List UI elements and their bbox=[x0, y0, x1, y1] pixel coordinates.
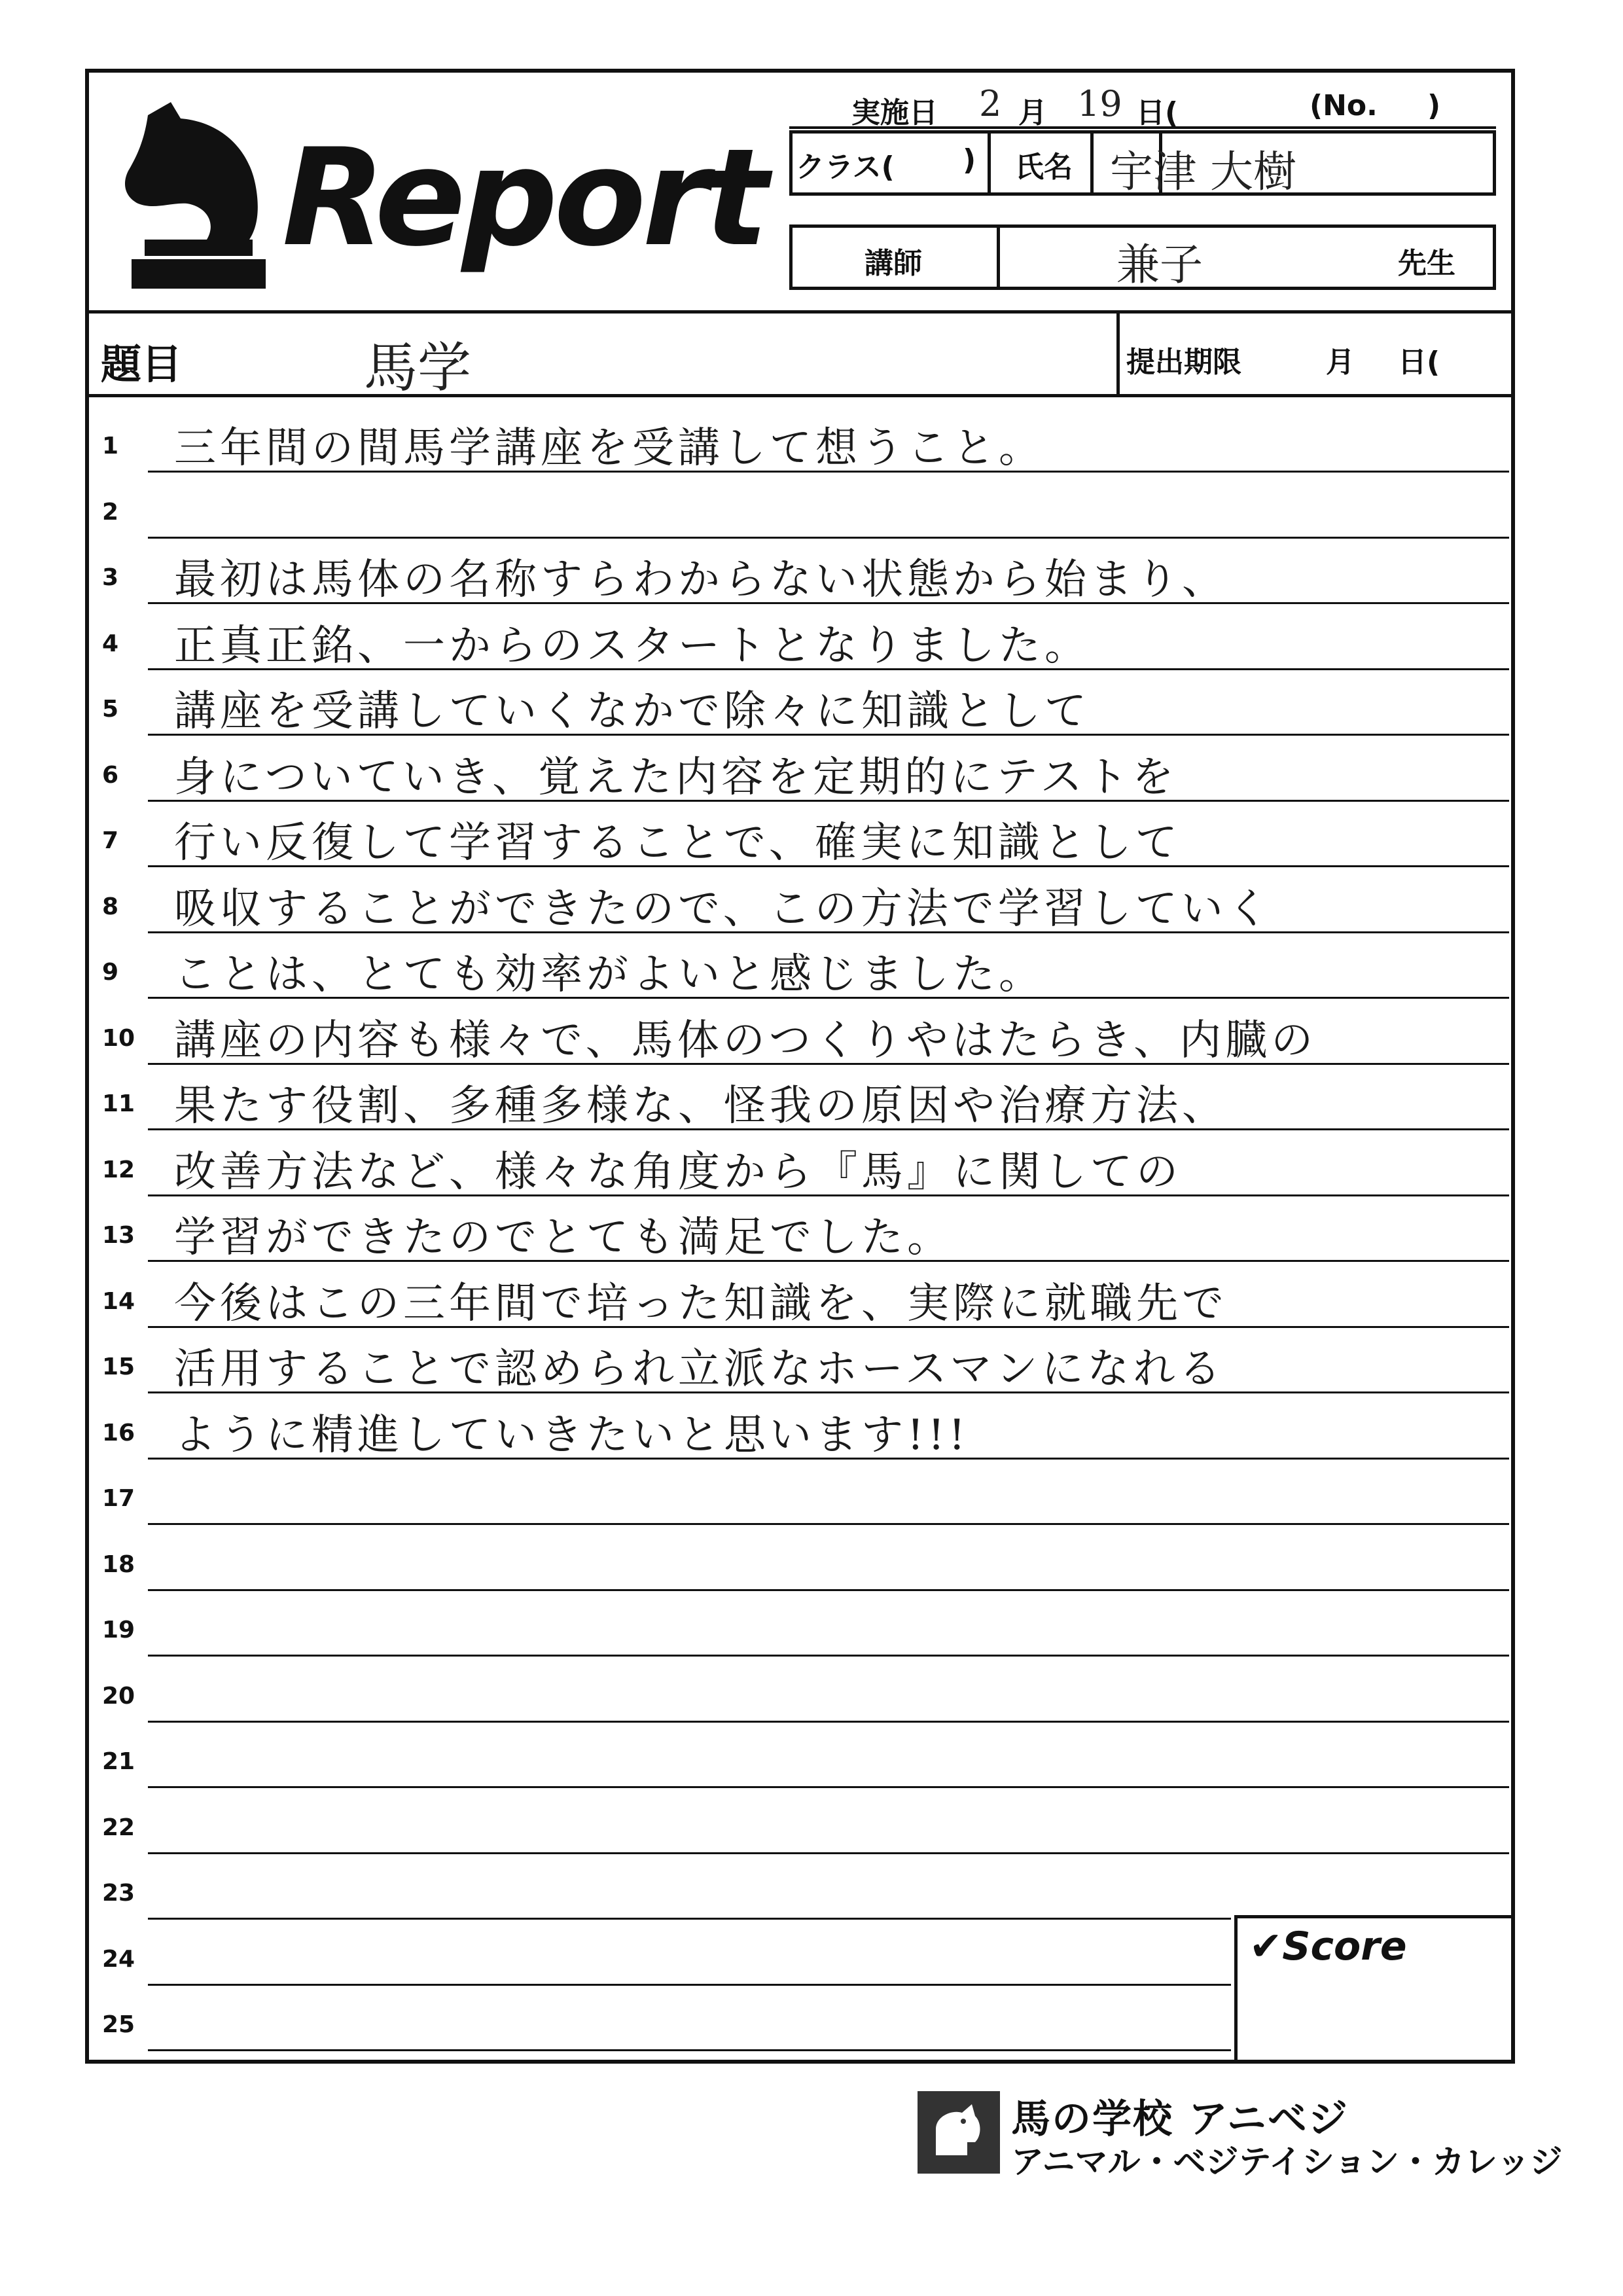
deadline-month-label: 月 bbox=[1326, 346, 1355, 379]
school-horse-logo-icon bbox=[916, 2090, 1001, 2175]
knight-chess-icon bbox=[109, 99, 279, 295]
ruled-line bbox=[148, 1128, 1509, 1130]
line-number: 15 bbox=[102, 1354, 135, 1380]
ruled-line bbox=[148, 1260, 1509, 1262]
ruled-line bbox=[148, 1918, 1231, 1920]
score-box bbox=[1234, 1915, 1515, 2064]
report-title: Report bbox=[282, 120, 765, 276]
ruled-line bbox=[148, 931, 1509, 933]
line-number: 9 bbox=[102, 959, 119, 986]
line-number: 10 bbox=[102, 1024, 135, 1052]
ruled-line bbox=[148, 537, 1509, 539]
line-number: 16 bbox=[102, 1419, 135, 1446]
ruled-line bbox=[148, 1589, 1509, 1591]
ruled-line bbox=[148, 2049, 1231, 2051]
line-number: 23 bbox=[102, 1880, 135, 1907]
line-number: 17 bbox=[102, 1485, 135, 1512]
ruled-line bbox=[148, 668, 1509, 670]
handwritten-line: ことは、とても効率がよいと感じました。 bbox=[174, 950, 1044, 999]
handwritten-line: 講座の内容も様々で、馬体のつくりやはたらき、内臓の bbox=[174, 1016, 1317, 1065]
handwritten-line: 最初は馬体の名称すらわからない状態から始まり、 bbox=[174, 556, 1228, 604]
line-number: 4 bbox=[102, 630, 119, 657]
topic-row bbox=[89, 314, 1511, 397]
handwritten-line: 今後はこの三年間で培った知識を、実際に就職先で bbox=[174, 1279, 1228, 1328]
school-footer bbox=[916, 2085, 1563, 2183]
ruled-line bbox=[148, 800, 1509, 802]
ruled-line bbox=[148, 865, 1509, 867]
line-number: 22 bbox=[102, 1814, 135, 1841]
teacher-name-value: 兼子 bbox=[1116, 240, 1203, 290]
divider bbox=[1116, 314, 1120, 394]
deadline-day-label: 日( bbox=[1398, 346, 1440, 379]
handwritten-line: 行い反復して学習することで、確実に知識として bbox=[174, 819, 1181, 867]
name-label: 氏名 bbox=[1015, 151, 1073, 184]
handwritten-line: 身についていき、覚えた内容を定期的にテストを bbox=[174, 753, 1178, 802]
line-number: 2 bbox=[102, 498, 119, 526]
line-number: 21 bbox=[102, 1748, 135, 1775]
ruled-line bbox=[148, 1786, 1509, 1788]
handwritten-line: 正真正銘、一からのスタートとなりました。 bbox=[174, 621, 1090, 670]
handwritten-line: 果たす役割、多種多様な、怪我の原因や治療方法、 bbox=[174, 1082, 1228, 1130]
handwritten-line: 改善方法など、様々な角度から『馬』に関しての bbox=[174, 1147, 1182, 1196]
line-number: 8 bbox=[102, 893, 119, 920]
month-label: 月 bbox=[1018, 96, 1047, 130]
line-number: 25 bbox=[102, 2011, 135, 2038]
handwritten-line: 活用することで認められ立派なホースマンになれる bbox=[174, 1345, 1225, 1393]
line-number: 24 bbox=[102, 1945, 135, 1973]
score-label: ✔Score bbox=[1249, 1924, 1407, 1969]
ruled-line bbox=[148, 471, 1509, 473]
date-underline bbox=[789, 126, 1496, 129]
ruled-line bbox=[148, 602, 1509, 604]
ruled-line bbox=[148, 1326, 1509, 1328]
teacher-label: 講師 bbox=[865, 247, 922, 280]
date-label: 実施日 bbox=[851, 96, 938, 130]
ruled-line bbox=[148, 1458, 1509, 1460]
deadline-label: 提出期限 bbox=[1126, 346, 1241, 379]
footer-school-name: 馬の学校 アニベジ bbox=[1011, 2096, 1349, 2142]
report-logo bbox=[109, 99, 835, 295]
line-number: 18 bbox=[102, 1551, 135, 1578]
date-month-value: 2 bbox=[979, 83, 1002, 124]
divider bbox=[997, 228, 1000, 287]
ruled-line bbox=[148, 1852, 1509, 1854]
line-number: 13 bbox=[102, 1222, 135, 1249]
ruled-line bbox=[148, 1523, 1509, 1525]
line-number: 20 bbox=[102, 1682, 135, 1710]
line-number: 6 bbox=[102, 761, 119, 789]
ruled-line bbox=[148, 997, 1509, 999]
ruled-line bbox=[148, 1984, 1231, 1986]
day-label: 日( bbox=[1136, 96, 1179, 130]
line-number: 12 bbox=[102, 1156, 135, 1183]
topic-label: 題目 bbox=[101, 340, 183, 388]
ruled-line bbox=[148, 1063, 1509, 1065]
teacher-suffix: 先生 bbox=[1398, 247, 1455, 280]
line-number: 14 bbox=[102, 1287, 135, 1315]
topic-value: 馬学 bbox=[364, 337, 472, 399]
line-number: 11 bbox=[102, 1090, 135, 1117]
line-number: 7 bbox=[102, 827, 119, 854]
date-day-value: 19 bbox=[1077, 83, 1122, 124]
report-number-label: (No. bbox=[1310, 89, 1378, 122]
handwritten-line: 学習ができたのでとても満足でした。 bbox=[174, 1213, 953, 1262]
line-number: 19 bbox=[102, 1617, 135, 1643]
handwritten-line: 三年間の間馬学講座を受講して想うこと。 bbox=[174, 424, 1044, 473]
ruled-line bbox=[148, 1721, 1509, 1723]
ruled-line bbox=[148, 734, 1509, 736]
student-name-value: 宇津 大樹 bbox=[1110, 147, 1296, 197]
report-header bbox=[89, 73, 1511, 314]
ruled-line bbox=[148, 1391, 1509, 1393]
line-number: 1 bbox=[102, 433, 119, 459]
handwritten-line: 講座を受講していくなかで除々に知識として bbox=[174, 687, 1090, 736]
report-number-close: ) bbox=[1427, 89, 1441, 122]
footer-school-fullname: アニマル・ベジテイション・カレッジ bbox=[1011, 2143, 1563, 2181]
report-sheet bbox=[85, 69, 1515, 2064]
handwritten-line: 吸収することができたので、この方法で学習していく bbox=[174, 884, 1273, 933]
ruled-line bbox=[148, 1655, 1509, 1657]
handwritten-line: ように精進していきたいと思います!!! bbox=[174, 1410, 970, 1460]
line-number: 5 bbox=[102, 696, 119, 723]
line-number: 3 bbox=[102, 564, 119, 591]
ruled-line bbox=[148, 1194, 1509, 1196]
divider bbox=[988, 134, 991, 192]
divider bbox=[1090, 134, 1094, 192]
class-label: クラス( bbox=[796, 151, 895, 184]
class-close: ) bbox=[963, 143, 976, 177]
